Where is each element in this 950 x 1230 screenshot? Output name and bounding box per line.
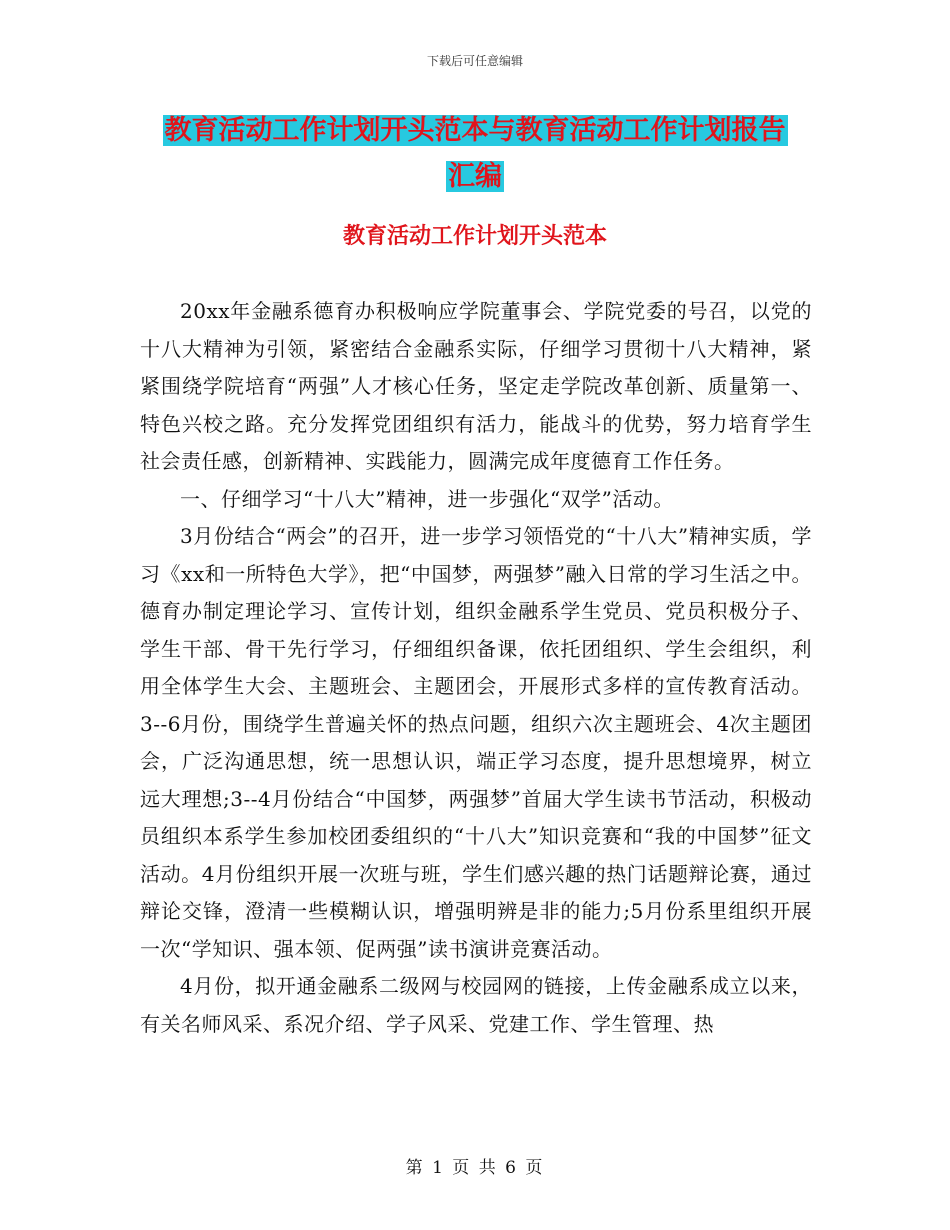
paragraph-website: 4月份，拟开通金融系二级网与校园网的链接，上传金融系成立以来，有关名师风采、系况介绍、学子风采、党建工作、学生管理、热 — [140, 974, 812, 1036]
document-title — [140, 108, 810, 200]
section-title: 教育活动工作计划开头范本 — [342, 224, 607, 249]
document-title-line-1: 教育活动工作计划开头范本与教育活动工作计划报告 — [164, 115, 786, 146]
header-note: 下载后可任意编辑 — [426, 54, 523, 68]
document-title-line-2: 汇编 — [448, 161, 502, 192]
paragraph-heading-1: 一、仔细学习“十八大”精神，进一步强化“双学”活动。 — [180, 486, 674, 511]
page-number-footer: 第 1 页 共 6 页 — [405, 1158, 545, 1178]
paragraph-study-activities: 3月份结合“两会”的召开，进一步学习领悟党的“十八大”精神实质，学习《xx和一所特色大学》，把“中国梦，两强梦”融入日常的学习生活之中。德育办制定理论学习、宣传计划，组织金融系学生党员、党员积极分子、学生干部、骨干先行学习，仔细组织备课，依托团组织、学生会组织，利用全体学生大会、主题班会、主题团会，开展形式多样的宣传教育活动。3--6月份，围绕学生普遍关怀的热点问题，组织六次主题班会、4次主题团会，广泛沟通思想，统一思想认识，端正学习态度，提升思想境界，树立远大理想;3--4月份结合“中国梦，两强梦”首届大学生读书节活动，积极动员组织本系学生参加校团委组织的“十八大”知识竞赛和“我的中国梦”征文活动。4月份组织开展一次班与班，学生们感兴趣的热门话题辩论赛，通过辩论交锋，澄清一些模糊认识，增强明辨是非的能力;5月份系里组织开展一次“学知识、强本领、促两强”读书演讲竞赛活动。 — [140, 524, 812, 961]
paragraph-intro: 20xx年金融系德育办积极响应学院董事会、学院党委的号召，以党的十八大精神为引领，紧密结合金融系实际，仔细学习贯彻十八大精神，紧紧围绕学院培育“两强”人才核心任务，坚定走学院改革创新、质量第一、特色兴校之路。充分发挥党团组织有活力，能战斗的优势，努力培育学生社会责任感，创新精神、实践能力，圆满完成年度德育工作任务。 — [140, 299, 812, 473]
document-body — [140, 293, 812, 1043]
